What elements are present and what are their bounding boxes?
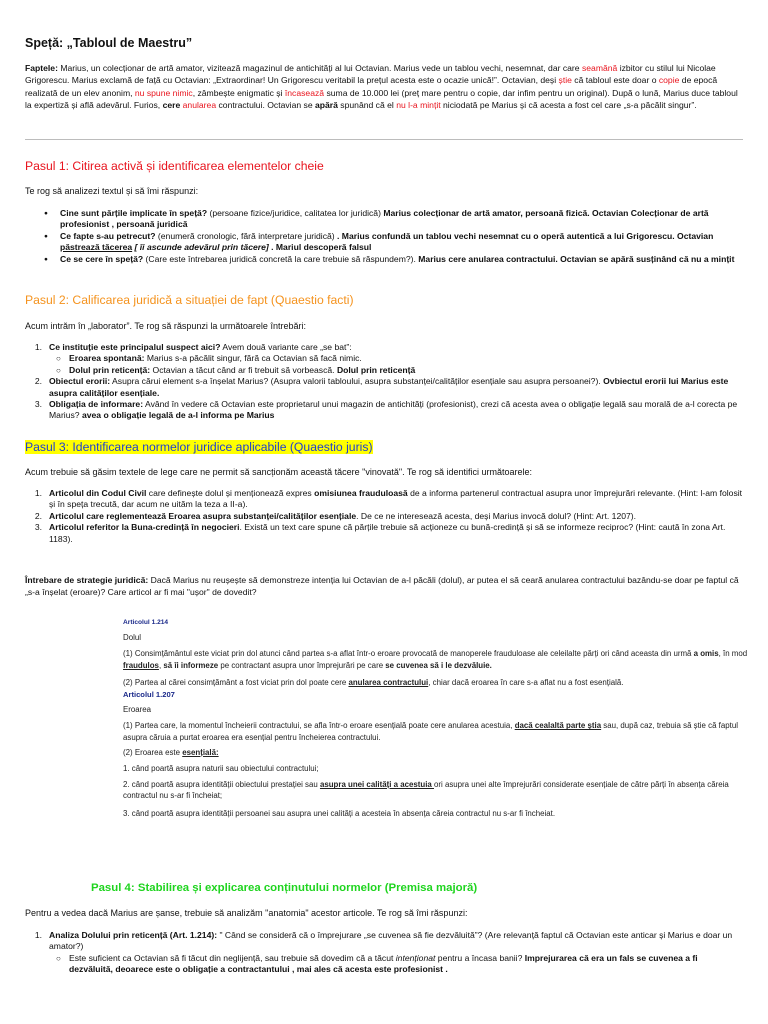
step2-list xyxy=(28,342,743,422)
article-1214-para2: (2) Partea al cărei consimțământ a fost viciat prin dol poate cere anularea contractului, chiar dacă eroarea în care s-a aflat nu a fost esențială. xyxy=(123,677,624,687)
highlight-copie: copie xyxy=(658,75,680,86)
list-item: 3. Articolul referitor la Buna-credință în negocieri. Există un text care spune că părțile trebuie să acționeze cu bună-credință și să se informeze reciproc? (Hint: caută în zona Art. 1183). xyxy=(34,522,726,544)
step1-intro: Te rog să analizezi textul și să îmi răspunzi: xyxy=(25,186,199,196)
facts-label: Faptele: xyxy=(25,63,58,73)
step3-heading: Pasul 3: Identificarea normelor juridice aplicabile (Quaestio juris) xyxy=(25,440,373,454)
highlight-seamana: seamănă xyxy=(581,63,618,73)
highlight-nu-spune: nu spune nimic xyxy=(134,87,193,98)
list-item: ○ Eroarea spontană: Marius s-a păcălit singur, fără ca Octavian să facă nimic. xyxy=(28,353,743,364)
step2-intro: Acum intrăm în „laborator”. Te rog să răspunzi la următoarele întrebări: xyxy=(25,321,306,331)
list-item: 1. Analiza Dolului prin reticență (Art. 1.214): " Când se consideră că o împrejurare „se cuvenea să fie dezvăluită”? (Are relevanță faptul că Octavian este anticar și Marius e doar un amator?) ○ Este suficient ca Octavian să fi tăcut din neglijență, sau trebuie să dovedim că a tăcut intenționat pentru a încasa banii? Imprejurarea că era un fals se cuvenea a fi dezvăluită, deoarece este o obligație a contractantului , mai ales că acesta este profesionist . xyxy=(28,930,743,976)
divider xyxy=(25,139,743,140)
article-1207-item2: 2. când poartă asupra identității obiectului prestației sau asupra unei calități a acestuia ori asupra unei alte împrejurări considerate esențiale de către părți în absența căreia contractul nu s-ar fi încheiat; xyxy=(123,780,729,801)
list-item: 2. Articolul care reglementează Eroarea asupra substanței/calităților esențiale. De ce ne interesează acesta, deși Marius invocă dolul? (Hint: Art. 1207). xyxy=(34,510,637,521)
step4-sublist xyxy=(28,953,743,976)
article-1207-para2: (2) Eroarea este esențială: xyxy=(123,747,219,757)
page-title: Speță: „Tabloul de Maestru” xyxy=(25,36,193,50)
article-1207-name: Eroarea xyxy=(123,705,152,715)
step2-sublist xyxy=(28,353,743,376)
highlight-apara: apără xyxy=(314,100,338,111)
highlight-incaseaza: încasează xyxy=(284,87,325,98)
step4-heading: Pasul 4: Stabilirea și explicarea conținutului normelor (Premisa majoră) xyxy=(91,882,478,894)
list-item: ● Cine sunt părțile implicate în speță? (persoane fizice/juridice, calitatea lor juridică) Marius colecționar de artă amator, persoană fizică. Octavian Colecționar de artă profesionist , persoană juridică xyxy=(38,208,743,231)
highlight-anularea: anularea xyxy=(182,100,217,111)
step3-list xyxy=(28,488,743,545)
step4-list xyxy=(28,930,743,976)
step1-list xyxy=(38,208,743,265)
article-1207-title: Articolul 1.207 xyxy=(123,690,175,700)
step4-intro: Pentru a vedea dacă Marius are șanse, trebuie să analizăm "anatomia" acestor articole. Te rog să îmi răspunzi: xyxy=(25,908,468,918)
article-1214-title: Articolul 1.214 xyxy=(123,619,169,626)
highlight-cere: cere xyxy=(162,100,181,111)
list-item: 2. Obiectul erorii: Asupra cărui element s-a înșelat Marius? (Asupra valorii tabloului, asupra substanței/calităților esențiale sau asupra persoanei?). Ovbiectul erorii lui Marius este asupra calităților esențiale. xyxy=(34,376,729,398)
list-item: 1. Articolul din Codul Civil care definește dolul și menționează expres omisiunea frauduloasă de a informa partenerul contractual asupra unor împrejurări relevante. (Hint: l-am folosit și în speța trecută, dar acum ne uităm la teza a II-a). xyxy=(34,488,743,510)
article-1207-item3: 3. când poartă asupra identității persoanei sau asupra unei calități a acesteia în absența căreia contractul nu s-ar fi încheiat. xyxy=(123,808,556,818)
article-1207-para1: (1) Partea care, la momentul încheierii contractului, se afla într-o eroare esențială poate cere anularea acestuia, dacă cealaltă parte știa sau, după caz, trebuia să știe că faptul asupra căruia a purtat eroarea era esențial pentru încheierea contractului. xyxy=(123,721,738,742)
step1-heading: Pasul 1: Citirea activă și identificarea elementelor cheie xyxy=(25,159,324,173)
list-item: 3. Obligația de informare: Având în vedere că Octavian este proprietarul unui magazin de antichități (profesionist), crezi că acesta avea o obligație legală sau morală de a-l corecta pe Marius? avea o obligație legală de a-l informa pe Marius xyxy=(34,399,738,421)
list-item: ○ Dolul prin reticență: Octavian a tăcut când ar fi trebuit să vorbească. Dolul prin reticență xyxy=(28,365,743,376)
strategy-question: Întrebare de strategie juridică: Dacă Marius nu reușește să demonstreze intenția lui Octavian de a-l păcăli (dolul), ar putea el să ceară anularea contractului bazându-se doar pe faptul că „s-a înșelat (eroare)? Care articol ar fi mai "ușor" de dovedit? xyxy=(25,575,739,598)
highlight-stie: știe xyxy=(558,75,572,86)
step2-heading: Pasul 2: Calificarea juridică a situației de fapt (Quaestio facti) xyxy=(25,293,354,307)
list-item: 1. Ce instituție este principalul suspect aici? Avem două variante care „se bat”: ○ Eroarea spontană: Marius s-a păcălit singur, fără ca Octavian să facă nimic. ○ Dolul prin reticență: Octavian a tăcut când ar fi trebuit să vorbească. Dolul prin reticență xyxy=(28,342,743,376)
list-item: ● Ce fapte s-au petrecut? (enumeră cronologic, fără interpretare juridică) . Marius confundă un tablou vechi nesemnat cu o operă autentică a lui Grigorescu. Octavian păstrează tăcerea [ îi ascunde adevărul prin tăcere] . Mariul descoperă falsul xyxy=(38,231,743,254)
article-1214-para1: (1) Consimțământul este viciat prin dol atunci când partea s-a aflat într-o eroare provocată de manoperele frauduloase ale celeilalte părți ori când aceasta din urmă a omis, în mod fraudulos, să îi informeze pe contractant asupra unor împrejurări pe care se cuvenea să i le dezvăluie. xyxy=(123,649,748,670)
highlight-nu-l-a-mintit: nu l-a mințit xyxy=(396,100,441,111)
article-1214-name: Dolul xyxy=(123,633,141,643)
list-item: ○ Este suficient ca Octavian să fi tăcut din neglijență, sau trebuie să dovedim că a tăcut intenționat pentru a încasa banii? Imprejurarea că era un fals se cuvenea a fi dezvăluită, deoarece este o obligație a contractantului , mai ales că acesta este profesionist . xyxy=(28,953,743,976)
step3-intro: Acum trebuie să găsim textele de lege care ne permit să sancționăm această tăcere "vinovată". Te rog să identifici următoarele: xyxy=(25,467,532,477)
facts-paragraph: Faptele: Marius, un colecționar de artă amator, vizitează magazinul de antichități al lui Octavian. Marius vede un tablou vechi, nesemnat, dar care seamănă izbitor cu stilul lui Nicolae Grigorescu. Marius exclamă de față cu Octavian: „Extraordinar! Un Grigorescu veritabil la prețul acesta este o ocazie unică!”. Octavian, deși știe că tabloul este doar o copie de epocă realizată de un elev anonim, nu spune nimic, zâmbește enigmatic și încasează suma de 10.000 lei (preț mare pentru o copie, dar infim pentru un original). După o lună, Marius duce tabloul la expertiză și află adevărul. Furios, cere anularea contractului. Octavian se apără spunând că el nu l-a mințit niciodată pe Marius și că acesta a fost cel care „s-a păcălit singur”. xyxy=(25,63,738,111)
law-excerpt xyxy=(123,617,751,819)
list-item: ● Ce se cere în speță? (Care este întrebarea juridică concretă la care trebuie să răspundem?). Marius cere anularea contractului. Octavian se apără susținând că nu a mințit xyxy=(38,254,743,265)
article-1207-item1: 1. când poartă asupra naturii sau obiectului contractului; xyxy=(123,764,319,774)
